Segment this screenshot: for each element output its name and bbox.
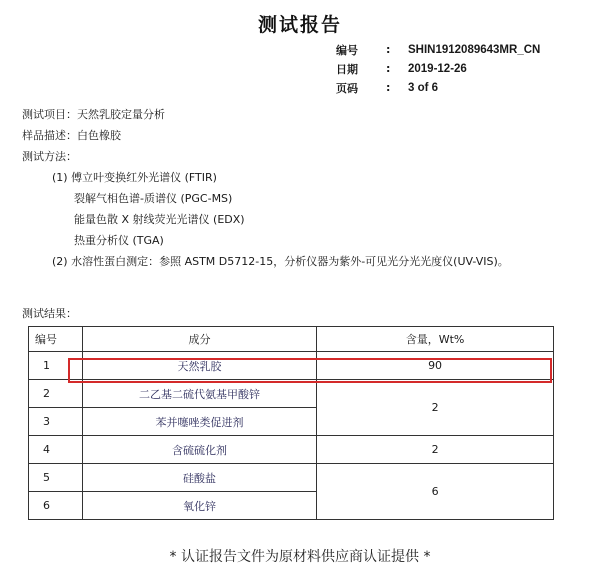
table-row — [29, 436, 554, 464]
cell-component: 天然乳胶 — [82, 352, 316, 380]
meta-row-date — [336, 59, 540, 78]
report-title: 测试报告 — [257, 14, 342, 36]
cell-content: 6 — [317, 464, 554, 520]
meta-separator: : — [386, 81, 391, 94]
table-header-row — [29, 327, 554, 352]
meta-separator: : — [386, 43, 391, 56]
method-item: (1) 傅立叶变换红外光谱仪 (FTIR) — [52, 171, 217, 184]
cell-content: 2 — [317, 380, 554, 436]
meta-separator: : — [386, 62, 391, 75]
meta-key: 编号 — [336, 43, 358, 57]
meta-row-page — [336, 78, 540, 97]
cell-number: 5 — [29, 464, 83, 492]
table-row — [29, 380, 554, 408]
cell-number: 6 — [29, 492, 83, 520]
cell-content: 2 — [317, 436, 554, 464]
sample-description: 样品描述：白色橡胶 — [22, 129, 121, 142]
method-item: 能量色散 X 射线荧光光谱仪 (EDX) — [74, 213, 245, 226]
header-number: 编号 — [29, 327, 83, 352]
header-component: 成分 — [82, 327, 316, 352]
table-row — [29, 464, 554, 492]
cell-number: 1 — [29, 352, 83, 380]
method-label: 测试方法： — [22, 150, 77, 163]
meta-value: 2019-12-26 — [408, 62, 467, 75]
method-item: (2) 水溶性蛋白测定：参照 ASTM D5712-15，分析仪器为紫外-可见光分光光度仪(UV-VIS)。 — [52, 255, 509, 268]
meta-value: 3 of 6 — [408, 81, 439, 94]
meta-row-number — [336, 40, 540, 59]
table-row — [29, 352, 554, 380]
cell-component: 苯并噻唑类促进剂 — [82, 408, 316, 436]
cell-component: 氧化锌 — [82, 492, 316, 520]
cell-content: 90 — [317, 352, 554, 380]
meta-key: 页码 — [336, 81, 358, 95]
report-info — [22, 104, 509, 272]
results-table — [28, 326, 554, 520]
test-item: 测试项目：天然乳胶定量分析 — [22, 108, 165, 121]
meta-value: SHIN1912089643MR_CN — [408, 43, 541, 56]
cell-component: 含硫硫化剂 — [82, 436, 316, 464]
cell-component: 硅酸盐 — [82, 464, 316, 492]
method-item: 裂解气相色谱-质谱仪 (PGC-MS) — [74, 192, 233, 205]
cell-component: 二乙基二硫代氨基甲酸锌 — [82, 380, 316, 408]
cell-number: 4 — [29, 436, 83, 464]
report-footer: * 认证报告文件为原材料供应商认证提供 * — [169, 549, 431, 565]
cell-number: 3 — [29, 408, 83, 436]
report-meta — [336, 40, 540, 97]
method-item: 热重分析仪 (TGA) — [74, 234, 164, 247]
header-content: 含量，Wt% — [317, 327, 554, 352]
cell-number: 2 — [29, 380, 83, 408]
meta-key: 日期 — [336, 62, 358, 76]
results-label: 测试结果： — [22, 307, 77, 320]
